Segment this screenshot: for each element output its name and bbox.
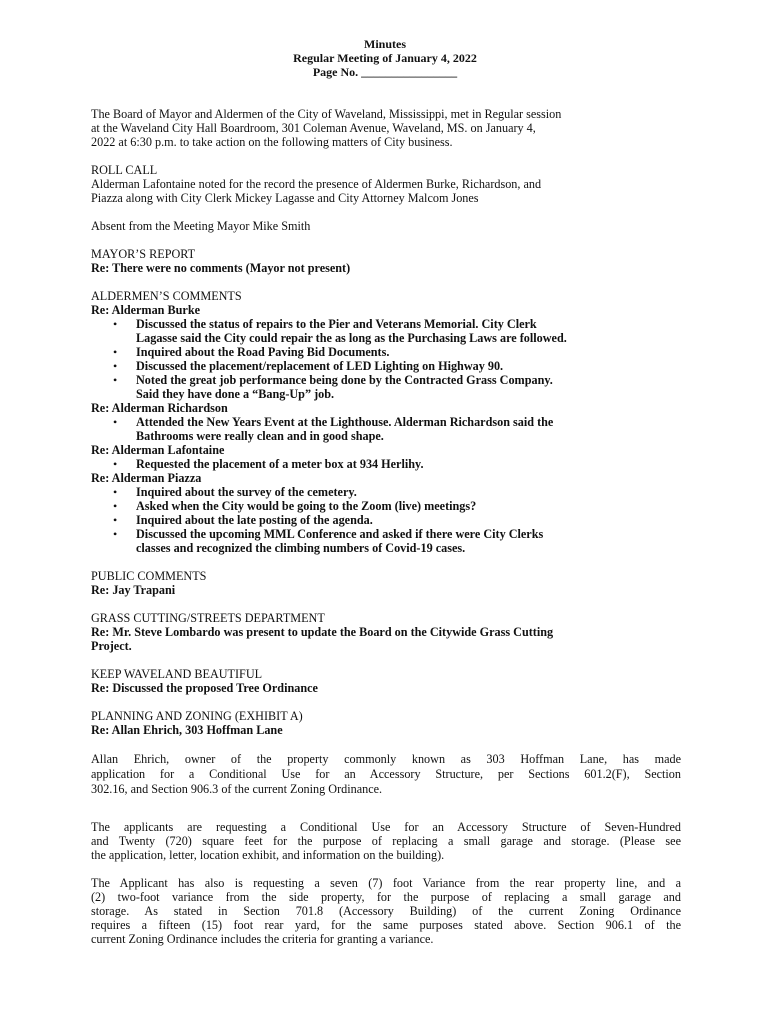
planning-paragraph-line: storage. As stated in Section 701.8 (Accessory Building) of the current Zoning Ordinance: [91, 904, 681, 918]
intro-line: 2022 at 6:30 p.m. to take action on the following matters of City business.: [91, 135, 453, 149]
re-alderman-lafontaine: Re: Alderman Lafontaine: [91, 443, 225, 457]
bullet-icon: •: [113, 499, 118, 513]
keep-waveland-heading: KEEP WAVELAND BEAUTIFUL: [91, 667, 263, 681]
keep-waveland-re: Re: Discussed the proposed Tree Ordinance: [91, 681, 318, 695]
intro-line: The Board of Mayor and Aldermen of the City of Waveland, Mississippi, met in Regular session: [91, 107, 562, 121]
page-number: Page No. ________________: [312, 65, 458, 79]
public-comments-re: Re: Jay Trapani: [91, 583, 176, 597]
bullet-line: Lagasse said the City could repair the as long as the Purchasing Laws are followed.: [136, 331, 567, 345]
bullet-line: Said they have done a “Bang-Up” job.: [136, 387, 335, 401]
planning-paragraph-line: and Twenty (720) square feet for the purpose of replacing a small garage and storage. (Please see: [91, 834, 681, 848]
minutes-title: Minutes: [364, 37, 406, 51]
bullet-icon: •: [113, 415, 118, 429]
grass-cutting-re: Project.: [91, 639, 132, 653]
bullet-line: Inquired about the late posting of the agenda.: [136, 513, 373, 527]
intro-line: at the Waveland City Hall Boardroom, 301 Coleman Avenue, Waveland, MS. on January 4,: [91, 121, 536, 135]
planning-paragraph-line: 302.16, and Section 906.3 of the current Zoning Ordinance.: [91, 782, 383, 796]
roll-call-line: Alderman Lafontaine noted for the record the presence of Aldermen Burke, Richardson, and: [91, 177, 542, 191]
re-alderman-piazza: Re: Alderman Piazza: [91, 471, 202, 485]
roll-call-heading: ROLL CALL: [91, 163, 158, 177]
bullet-icon: •: [113, 359, 118, 373]
bullet-icon: •: [113, 457, 118, 471]
bullet-line: Asked when the City would be going to the Zoom (live) meetings?: [136, 499, 477, 513]
bullet-icon: •: [113, 373, 118, 387]
planning-paragraph-line: requires a fifteen (15) foot rear yard, for the same purposes stated above. Section 906.1 of the: [91, 918, 681, 932]
planning-paragraph-line: current Zoning Ordinance includes the criteria for granting a variance.: [91, 932, 434, 946]
re-alderman-burke: Re: Alderman Burke: [91, 303, 201, 317]
planning-paragraph-line: The Applicant has also is requesting a seven (7) foot Variance from the rear property line, and a: [91, 876, 681, 890]
planning-paragraph-line: the application, letter, location exhibit, and information on the building).: [91, 848, 445, 862]
bullet-line: Requested the placement of a meter box at 934 Herlihy.: [136, 457, 424, 471]
bullet-line: Attended the New Years Event at the Lighthouse. Alderman Richardson said the: [136, 415, 554, 429]
bullet-line: Noted the great job performance being done by the Contracted Grass Company.: [136, 373, 553, 387]
bullet-icon: •: [113, 317, 118, 331]
bullet-icon: •: [113, 513, 118, 527]
planning-re: Re: Allan Ehrich, 303 Hoffman Lane: [91, 723, 283, 737]
bullet-icon: •: [113, 485, 118, 499]
mayors-report-heading: MAYOR’S REPORT: [91, 247, 196, 261]
absent-note: Absent from the Meeting Mayor Mike Smith: [91, 219, 311, 233]
aldermen-comments-heading: ALDERMEN’S COMMENTS: [91, 289, 242, 303]
grass-cutting-heading: GRASS CUTTING/STREETS DEPARTMENT: [91, 611, 325, 625]
bullet-icon: •: [113, 345, 118, 359]
public-comments-heading: PUBLIC COMMENTS: [91, 569, 207, 583]
planning-paragraph-line: Allan Ehrich, owner of the property commonly known as 303 Hoffman Lane, has made: [91, 752, 681, 766]
bullet-line: Discussed the placement/replacement of LED Lighting on Highway 90.: [136, 359, 504, 373]
bullet-line: Inquired about the survey of the cemetery.: [136, 485, 357, 499]
bullet-line: Discussed the status of repairs to the Pier and Veterans Memorial. City Clerk: [136, 317, 537, 331]
planning-heading: PLANNING AND ZONING (EXHIBIT A): [91, 709, 303, 723]
re-alderman-richardson: Re: Alderman Richardson: [91, 401, 228, 415]
planning-paragraph-line: The applicants are requesting a Conditional Use for an Accessory Structure of Seven-Hundred: [91, 820, 681, 834]
grass-cutting-re: Re: Mr. Steve Lombardo was present to update the Board on the Citywide Grass Cutting: [91, 625, 554, 639]
bullet-line: Bathrooms were really clean and in good shape.: [136, 429, 384, 443]
mayors-report-re: Re: There were no comments (Mayor not present): [91, 261, 351, 275]
planning-paragraph-line: (2) two-foot variance from the side property, for the purpose of replacing a small garage and: [91, 890, 681, 904]
planning-paragraph-line: application for a Conditional Use for an Accessory Structure, per Sections 601.2(F), Section: [91, 767, 681, 781]
bullet-line: Discussed the upcoming MML Conference and asked if there were City Clerks: [136, 527, 544, 541]
bullet-line: Inquired about the Road Paving Bid Documents.: [136, 345, 390, 359]
bullet-icon: •: [113, 527, 118, 541]
bullet-line: classes and recognized the climbing numbers of Covid-19 cases.: [136, 541, 466, 555]
roll-call-line: Piazza along with City Clerk Mickey Lagasse and City Attorney Malcom Jones: [91, 191, 479, 205]
meeting-title: Regular Meeting of January 4, 2022: [293, 51, 477, 65]
